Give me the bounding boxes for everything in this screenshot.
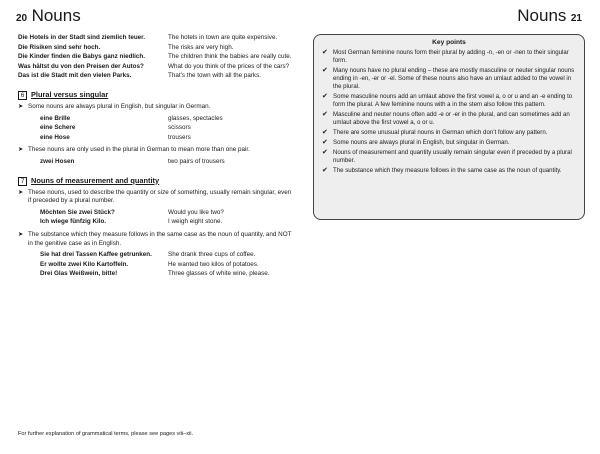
key-point — [322, 67, 576, 91]
key-point — [322, 129, 576, 137]
key-points-box — [313, 34, 585, 220]
example-row — [18, 63, 296, 72]
key-point-text: Some nouns are always plural in English, but singular in German. — [333, 139, 510, 146]
example-row — [40, 134, 296, 143]
arrow-bullet-icon: ➤ — [18, 230, 24, 238]
checkmark-icon: ✔ — [322, 49, 328, 56]
german-example: zwei Hosen — [40, 157, 75, 165]
german-example: eine Schere — [40, 124, 76, 132]
right-page-header — [517, 6, 582, 26]
key-point-text: Nouns of measurement and quantity usually remain singular even if preceded by a plural number. — [333, 149, 572, 164]
german-example: Das ist die Stadt mit den vielen Parks. — [18, 72, 132, 80]
example-group — [18, 251, 296, 279]
bullet-point — [18, 146, 296, 155]
german-example: Ich wiege fünfzig Kilo. — [40, 218, 107, 226]
right-page-number: 21 — [570, 13, 582, 24]
example-group — [18, 115, 296, 143]
key-point — [322, 167, 576, 175]
key-points-title: Key points — [432, 39, 466, 46]
key-point-text: The substance which they measure follows in the same case as the noun of quantity. — [333, 167, 562, 174]
checkmark-icon: ✔ — [322, 93, 328, 100]
example-row — [40, 270, 296, 279]
key-point — [322, 93, 576, 109]
german-example: eine Hose — [40, 133, 70, 141]
key-point-text: Many nouns have no plural ending – these are mostly masculine or neuter singular nouns ending in -en, -er or -el. Some of these nouns also have an umlaut added to the vowel in the plural. — [333, 67, 575, 90]
bullet-text: Some nouns are always plural in English, but singular in German. — [28, 102, 211, 110]
key-point — [322, 139, 576, 147]
example-row — [40, 158, 296, 167]
german-example: Die Risiken sind sehr hoch. — [18, 43, 101, 51]
checkmark-icon: ✔ — [322, 129, 328, 136]
section-7-heading — [18, 177, 296, 186]
key-point — [322, 49, 576, 65]
key-point-text: Masculine and neuter nouns often add -e or -er in the plural, and can sometimes add an umlaut above the first vowel a, o or u. — [333, 111, 570, 126]
german-example: Die Hotels in der Stadt sind ziemlich teuer. — [18, 34, 146, 41]
bullet-point — [18, 231, 296, 248]
german-example: eine Brille — [40, 114, 71, 122]
example-row — [40, 251, 296, 260]
example-group — [18, 158, 296, 167]
arrow-bullet-icon: ➤ — [18, 146, 24, 154]
left-page-title: Nouns — [31, 6, 81, 25]
english-translation: I weigh eight stone. — [168, 218, 223, 226]
example-row — [40, 209, 296, 218]
german-example: Die Kinder finden die Babys ganz niedlich. — [18, 53, 146, 61]
german-example: Möchten Sie zwei Stück? — [40, 208, 115, 216]
english-translation: trousers — [168, 133, 191, 141]
left-column — [18, 34, 296, 283]
checkmark-icon: ✔ — [322, 67, 328, 74]
bullet-point — [18, 103, 296, 112]
example-row — [40, 115, 296, 124]
example-row — [18, 53, 296, 62]
arrow-bullet-icon: ➤ — [18, 188, 24, 196]
section-title: Plural versus singular — [31, 90, 109, 100]
example-row — [18, 44, 296, 53]
section-number: 6 — [18, 91, 27, 100]
english-translation: The hotels in town are quite expensive. — [168, 34, 278, 41]
english-translation: That’s the town with all the parks. — [168, 72, 261, 80]
left-page-header — [16, 6, 81, 26]
english-translation: scissors — [168, 124, 191, 132]
english-translation: What do you think of the prices of the cars? — [168, 62, 290, 70]
english-translation: two pairs of trousers — [168, 157, 225, 165]
section-6-heading — [18, 91, 296, 100]
key-point-text: Some masculine nouns add an umlaut above the first vowel a, o or u and an -e ending to form the plural. A few feminine nouns with a in the stem also follow this pattern. — [333, 93, 573, 108]
key-point — [322, 149, 576, 165]
german-example: Drei Glas Weißwein, bitte! — [40, 270, 118, 278]
example-row — [40, 124, 296, 133]
checkmark-icon: ✔ — [322, 111, 328, 118]
example-row — [18, 72, 296, 81]
example-row — [18, 34, 296, 43]
arrow-bullet-icon: ➤ — [18, 102, 24, 110]
bullet-text: These nouns are only used in the plural in German to mean more than one pair. — [28, 146, 250, 154]
example-group — [18, 209, 296, 227]
checkmark-icon: ✔ — [322, 167, 328, 174]
bullet-text: The substance which they measure follows in the same case as the noun of quantity, and NOT in the genitive case as in English. — [28, 230, 292, 247]
english-translation: The risks are very high. — [168, 43, 234, 51]
key-point — [322, 111, 576, 127]
section-title: Nouns of measurement and quantity — [31, 175, 160, 185]
section-number: 7 — [18, 177, 27, 186]
key-point-text: Most German feminine nouns form their plural by adding -n, -en or -nen to their singular form. — [333, 49, 569, 64]
top-examples — [18, 34, 296, 81]
checkmark-icon: ✔ — [322, 139, 328, 146]
german-example: Sie hat drei Tassen Kaffee getrunken. — [40, 251, 152, 259]
german-example: Was hältst du von den Preisen der Autos? — [18, 62, 144, 70]
bullet-text: These nouns, used to describe the quantity or size of something, usually remain singular, even if preceded by a plural number. — [28, 188, 292, 205]
checkmark-icon: ✔ — [322, 149, 328, 156]
english-translation: Would you like two? — [168, 208, 224, 216]
right-page-title: Nouns — [517, 6, 567, 25]
english-translation: The children think the babies are really cute. — [168, 53, 292, 61]
example-row — [40, 218, 296, 227]
example-row — [40, 261, 296, 270]
bullet-point — [18, 189, 296, 206]
english-translation: Three glasses of white wine, please. — [168, 270, 270, 278]
english-translation: glasses, spectacles — [168, 114, 223, 122]
english-translation: He wanted two kilos of potatoes. — [168, 260, 259, 268]
key-point-text: There are some unusual plural nouns in German which don’t follow any pattern. — [333, 129, 548, 136]
left-page-number: 20 — [16, 13, 28, 24]
english-translation: She drank three cups of coffee. — [168, 251, 256, 259]
footer-note: For further explanation of grammatical terms, please see pages viii–xii. — [18, 431, 194, 437]
german-example: Er wollte zwei Kilo Kartoffeln. — [40, 260, 129, 268]
